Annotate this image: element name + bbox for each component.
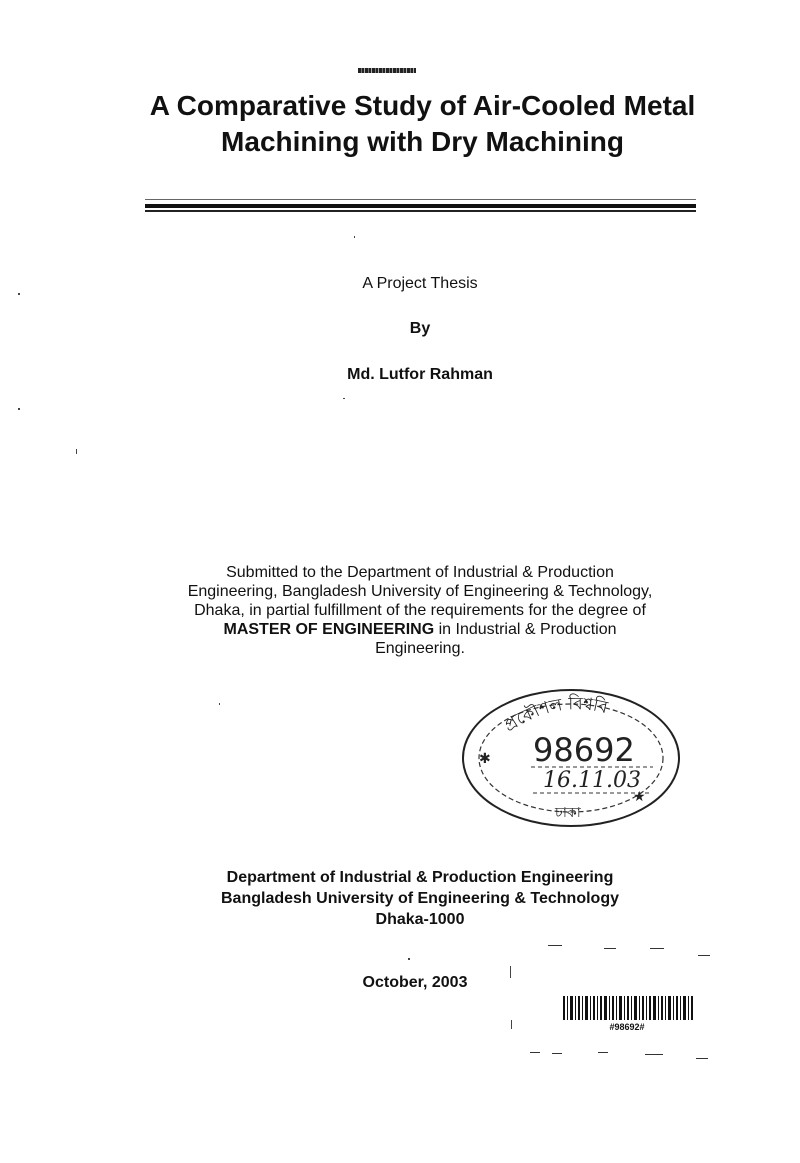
submission-line: Engineering, Bangladesh University of Engineering & Technology, bbox=[187, 583, 653, 600]
library-stamp bbox=[455, 683, 683, 833]
thesis-subtitle: A Project Thesis bbox=[362, 275, 478, 292]
scan-dash bbox=[548, 945, 562, 946]
svg-text:✱: ✱ bbox=[479, 751, 491, 767]
title-rule-top bbox=[145, 199, 696, 200]
scan-speck bbox=[18, 408, 20, 410]
scan-speck bbox=[18, 293, 20, 295]
scan-dash bbox=[598, 1052, 608, 1053]
scan-artifact bbox=[358, 68, 416, 73]
scan-speck bbox=[343, 398, 345, 399]
stamp-top-text: প্রকৌশল বিশ্ববি bbox=[500, 694, 610, 737]
thesis-title: A Comparative Study of Air-Cooled Metal Machining with Dry Machining bbox=[149, 90, 696, 157]
submission-line bbox=[140, 620, 700, 639]
scan-dash bbox=[604, 948, 616, 949]
university-name: Bangladesh University of Engineering & Technology bbox=[221, 890, 619, 907]
barcode-number: #98692# bbox=[609, 1022, 645, 1032]
scan-dash bbox=[530, 1052, 540, 1053]
title-rule-thick bbox=[145, 204, 696, 208]
stamp-bottom-text: ঢাকা bbox=[555, 805, 581, 821]
submission-line: Engineering. bbox=[375, 640, 465, 657]
submission-line: Submitted to the Department of Industrial & Production bbox=[226, 564, 614, 581]
scan-speck bbox=[510, 966, 511, 978]
stamp-accession-number: 98692 bbox=[533, 731, 635, 769]
scan-dash bbox=[552, 1053, 562, 1054]
by-label: By bbox=[409, 320, 431, 337]
scan-dash bbox=[698, 955, 710, 956]
barcode bbox=[563, 996, 695, 1020]
scan-dash bbox=[696, 1058, 708, 1059]
svg-text:★: ★ bbox=[633, 789, 646, 805]
scan-speck bbox=[408, 958, 410, 960]
scan-speck bbox=[76, 449, 77, 454]
degree-name: MASTER OF ENGINEERING bbox=[223, 621, 435, 638]
stamp-date: 16.11.03 bbox=[543, 768, 641, 793]
submission-date: October, 2003 bbox=[362, 974, 468, 991]
degree-field: in Industrial & Production bbox=[434, 621, 617, 638]
submission-line: Dhaka, in partial fulfillment of the requirements for the degree of bbox=[194, 602, 646, 619]
title-rule-thin bbox=[145, 210, 696, 212]
scan-speck bbox=[354, 236, 355, 238]
scan-speck bbox=[511, 1020, 512, 1029]
author-name: Md. Lutfor Rahman bbox=[347, 366, 493, 383]
scan-dash bbox=[645, 1054, 663, 1055]
city: Dhaka-1000 bbox=[375, 911, 465, 928]
scan-dash bbox=[650, 948, 664, 949]
department-block bbox=[160, 867, 680, 930]
department-name: Department of Industrial & Production Engineering bbox=[226, 869, 614, 886]
submission-statement bbox=[140, 563, 700, 658]
scan-speck bbox=[219, 703, 220, 705]
